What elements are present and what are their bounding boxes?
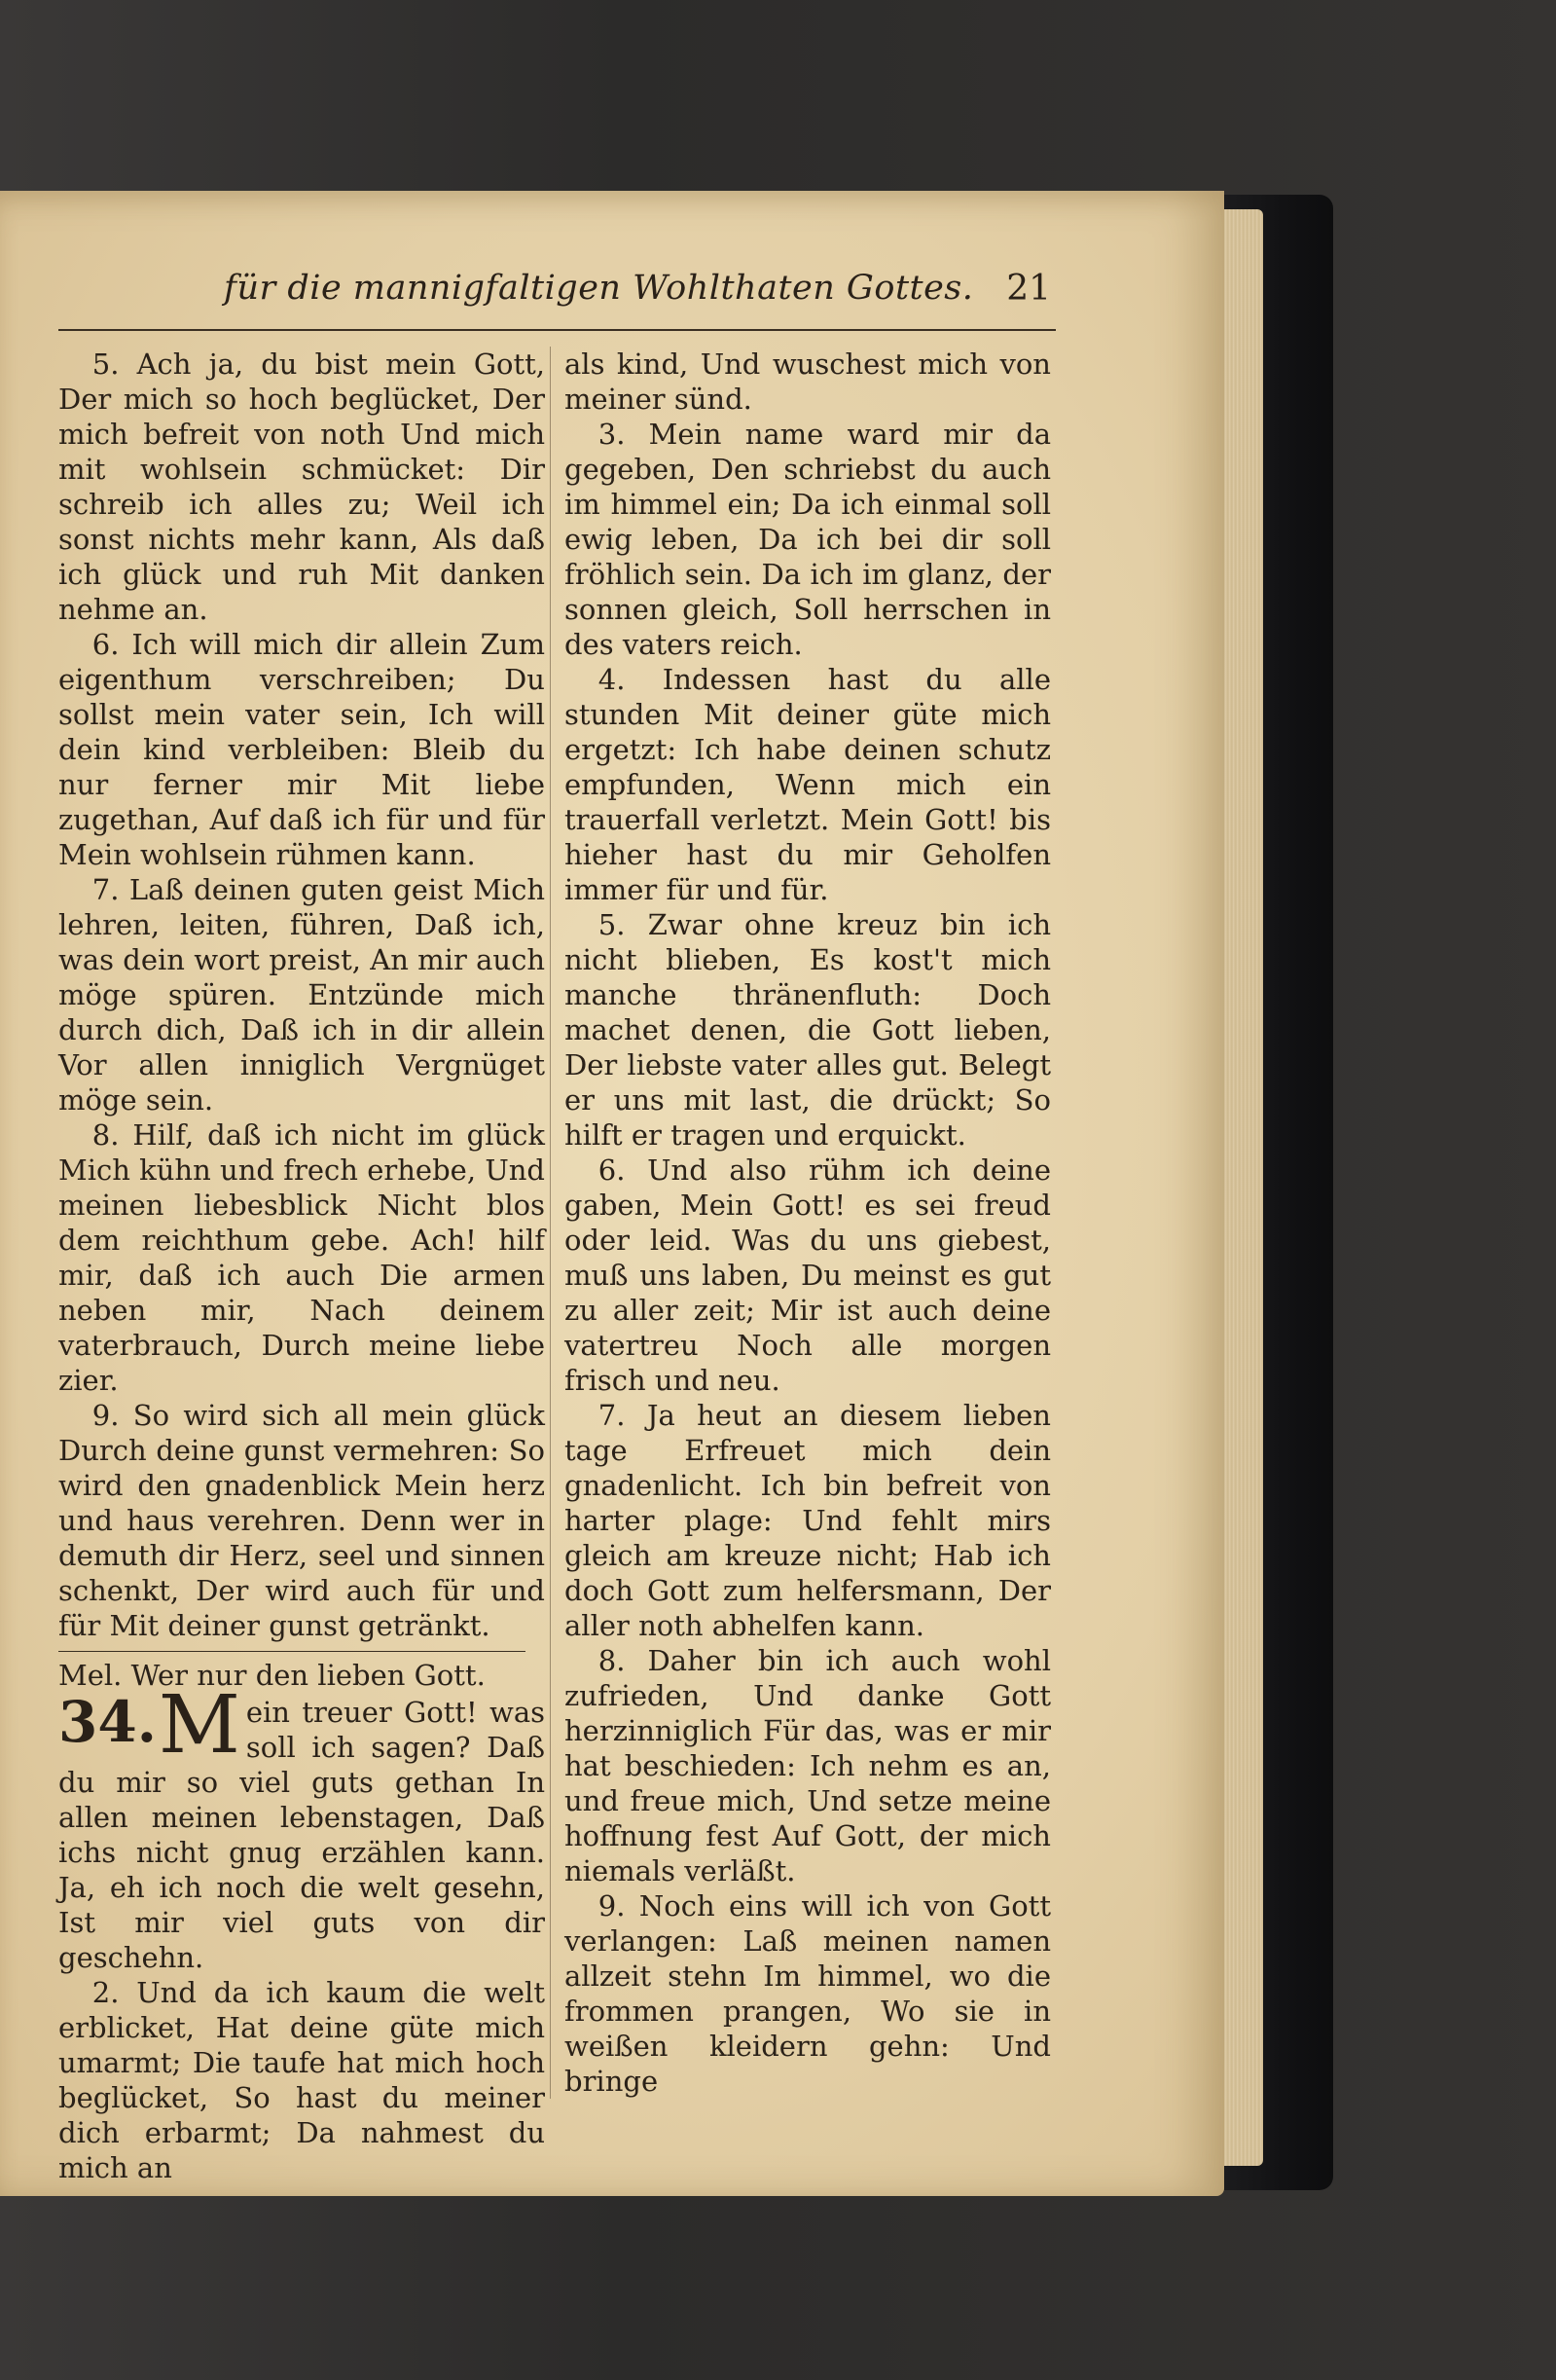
melody-line: Mel. Wer nur den lieben Gott.	[58, 1659, 486, 1692]
verse: 8. Hilf, daß ich nicht im glück Mich kühn und frech erhebe, Und meinen liebesblick Nicht blos dem reichthum gebe. Ach! hilf mir, daß ich auch Die armen neben mir, Nach deinem vaterbrauch, Durch meine liebe zier.	[58, 1118, 545, 1397]
drop-cap: M	[158, 1679, 240, 1772]
right-column	[564, 347, 1051, 2099]
verse: 9. Noch eins will ich von Gott verlangen: Laß meinen namen allzeit stehn Im himmel, wo die frommen prangen, Wo sie in weißen kleidern gehn: Und bringe	[564, 1889, 1051, 2098]
left-column	[58, 347, 545, 2185]
column-divider	[550, 347, 551, 2099]
hymn-first-verse: ein treuer Gott! was soll ich sagen? Daß du mir so viel guts gethan In allen meinen lebenstagen, Daß ichs nicht gnug erzählen kann. Ja, eh ich noch die welt gesehn, Ist mir viel guts von dir geschehn.	[58, 1696, 545, 1974]
page-header	[224, 269, 1051, 327]
verse: 9. So wird sich all mein glück Durch deine gunst vermehren: So wird den gnadenblick Mein herz und haus verehren. Denn wer in demuth dir Herz, seel und sinnen schenkt, Der wird auch für und für Mit deiner gunst getränkt.	[58, 1399, 545, 1642]
verse: 4. Indessen hast du alle stunden Mit deiner güte mich ergetzt: Ich habe deinen schutz empfunden, Wenn mich ein trauerfall verletzt. Mein Gott! bis hieher hast du mir Geholfen immer für und für.	[564, 663, 1051, 906]
page-number: 21	[1006, 269, 1051, 309]
header-rule	[58, 329, 1056, 331]
verse: 6. Ich will mich dir allein Zum eigenthum verschreiben; Du sollst mein vater sein, Ich will dein kind verbleiben: Bleib du nur ferner mir Mit liebe zugethan, Auf daß ich für und für Mein wohlsein rühmen kann.	[58, 628, 545, 871]
verse: 8. Daher bin ich auch wohl zufrieden, Und danke Gott herzinniglich Für das, was er mir hat beschieden: Ich nehm es an, und freue mich, Und setze meine hoffnung fest Auf Gott, der mich niemals verläßt.	[564, 1644, 1051, 1887]
book-page	[0, 191, 1224, 2196]
verse: 6. Und also rühm ich deine gaben, Mein Gott! es sei freud oder leid. Was du uns giebest, muß uns laben, Du meinst es gut zu aller zeit; Mir ist auch deine vatertreu Noch alle morgen frisch und neu.	[564, 1153, 1051, 1397]
verse: 7. Ja heut an diesem lieben tage Erfreuet mich dein gnadenlicht. Ich bin befreit von harter plage: Und fehlt mirs gleich am kreuze nicht; Hab ich doch Gott zum helfersmann, Der aller noth abhelfen kann.	[564, 1399, 1051, 1642]
running-title: für die mannigfaltigen Wohlthaten Gottes.	[224, 269, 974, 308]
verse: 5. Zwar ohne kreuz bin ich nicht blieben, Es kost't mich manche thränenfluth: Doch machet denen, die Gott lieben, Der liebste vater alles gut. Belegt er uns mit last, die drückt; So hilft er tragen und erquickt.	[564, 908, 1051, 1152]
verse-continuation: als kind, Und wuschest mich von meiner sünd.	[564, 348, 1051, 416]
verse: 3. Mein name ward mir da gegeben, Den schriebst du auch im himmel ein; Da ich einmal soll ewig leben, Da ich bei dir soll fröhlich sein. Da ich im glanz, der sonnen gleich, Soll herrschen in des vaters reich.	[564, 418, 1051, 661]
verse: 5. Ach ja, du bist mein Gott, Der mich so hoch beglücket, Der mich befreit von noth Und mich mit wohlsein schmücket: Dir schreib ich alles zu; Weil ich sonst nichts mehr kann, Als daß ich glück und ruh Mit danken nehme an.	[58, 348, 545, 626]
hymn-start	[58, 1679, 545, 1975]
hymn-number: 34.	[58, 1689, 157, 1755]
section-rule	[58, 1651, 525, 1652]
verse: 7. Laß deinen guten geist Mich lehren, leiten, führen, Daß ich, was dein wort preist, An mir auch möge spüren. Entzünde mich durch dich, Daß ich in dir allein Vor allen inniglich Vergnüget möge sein.	[58, 873, 545, 1117]
verse: 2. Und da ich kaum die welt erblicket, Hat deine güte mich umarmt; Die taufe hat mich hoch beglücket, So hast du meiner dich erbarmt; Da nahmest du mich an	[58, 1976, 545, 2184]
